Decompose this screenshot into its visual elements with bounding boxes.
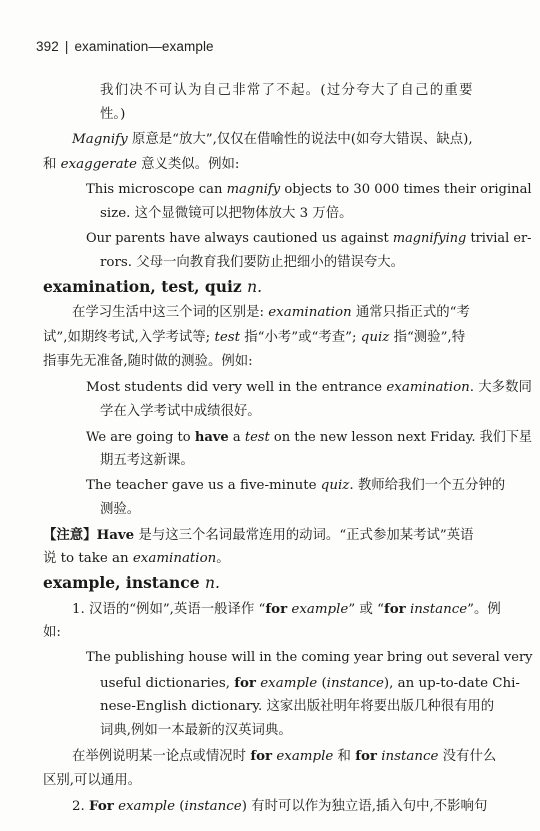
example-sentence: Most students did very well in the entrance examination. 大多数同 <box>86 380 532 395</box>
example-sentence: The publishing house will in the coming year bring out several very <box>86 650 533 665</box>
example-translation: size. 这个显微镜可以把物体放大 3 万倍。 <box>100 206 353 221</box>
usage-note: 说 to take an examination。 <box>43 551 230 566</box>
text-line: 在学习生活中这三个词的区别是: examination 通常只指正式的“考 <box>72 305 470 320</box>
example-sentence: nese-English dictionary. 这家出版社明年将要出版几种很有用的 <box>100 699 495 714</box>
running-head: examination—example <box>74 39 214 54</box>
entry-headword: examination, test, quiz n. <box>43 277 263 296</box>
header-separator: | <box>64 39 69 54</box>
entry-headword: example, instance n. <box>43 573 220 592</box>
example-sentence: We are going to have a test on the new lesson next Friday. 我们下星 <box>86 429 533 445</box>
text-line: 1. 汉语的“例如”,英语一般译作 “for example” 或 “for instance”。例 <box>72 601 501 617</box>
text-line: Magnify 原意是“放大”,仅仅在借喻性的说法中(如夸大错误、缺点), <box>72 132 473 147</box>
example-translation: rors. 父母一向教育我们要防止把细小的错误夸大。 <box>100 255 405 270</box>
example-translation: 学在入学考试中成绩很好。 <box>100 404 261 419</box>
example-translation: 期五考这新课。 <box>100 453 194 468</box>
example-sentence: Our parents have always cautioned us against magnifying trivial er- <box>86 231 532 246</box>
example-translation: 词典,例如一本最新的汉英词典。 <box>100 723 292 738</box>
example-sentence: useful dictionaries, for example (instance), an up-to-date Chi- <box>100 675 520 691</box>
text-line: 区别,可以通用。 <box>43 773 141 788</box>
example-sentence: This microscope can magnify objects to 30 000 times their original <box>86 182 532 197</box>
text-line: 和 exaggerate 意义类似。例如: <box>43 157 240 172</box>
text-line: 我们决不可认为自己非常了不起。(过分夸大了自己的重要 <box>100 83 474 98</box>
text-line: 试”,如期终考试,入学考试等; test 指“小考”或“考查”; quiz 指“测验”,特 <box>43 330 466 345</box>
text-line: 如: <box>43 625 61 640</box>
page-number: 392 <box>36 39 59 54</box>
usage-note: 【注意】Have 是与这三个名词最常连用的动词。“正式参加某考试”英语 <box>43 527 474 543</box>
example-sentence: The teacher gave us a five-minute quiz. 教师给我们一个五分钟的 <box>86 478 506 493</box>
running-header <box>36 39 214 54</box>
text-line: 在举例说明某一论点或情况时 for example 和 for instance 没有什么 <box>72 748 497 764</box>
text-line: 性。) <box>100 107 126 122</box>
text-line: 指事先无准备,随时做的测验。例如: <box>43 354 253 369</box>
text-line: 2. For example (instance) 有时可以作为独立语,插入句中,不影响句 <box>72 798 488 814</box>
example-translation: 测验。 <box>100 502 141 517</box>
